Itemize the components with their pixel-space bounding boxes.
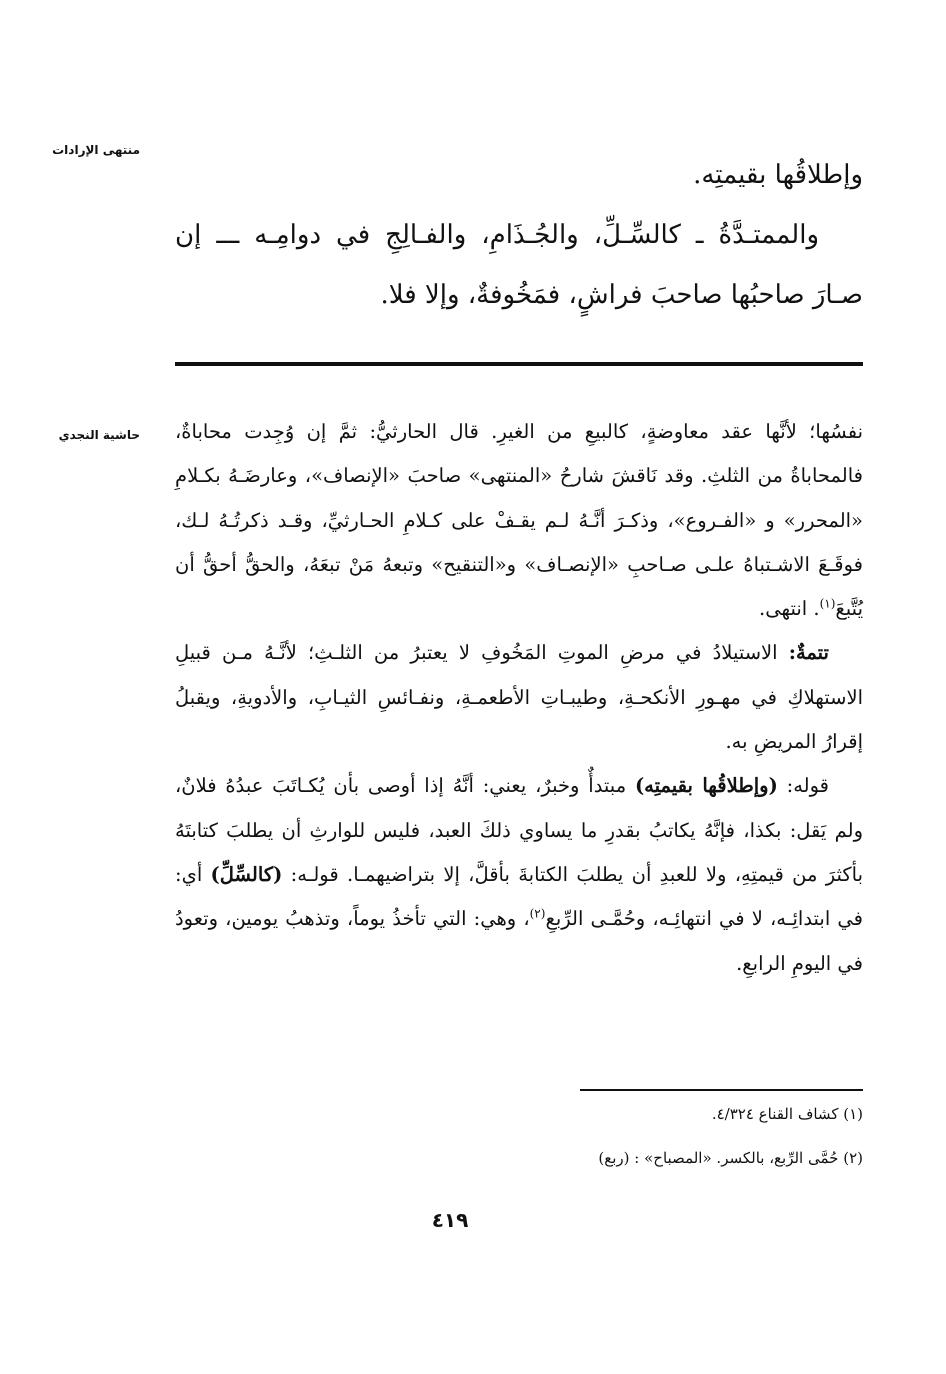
matn-text [175, 145, 863, 325]
footnote-ref-1: (١) [819, 596, 836, 611]
section-divider [175, 362, 863, 366]
commentary-paragraph-1 [175, 410, 863, 631]
footnotes [175, 1100, 863, 1172]
commentary-p3-d: ، وهي: التي تأخذُ يوماً، وتذهبُ يومين، وتعودُ في اليومِ الرابعِ. [175, 907, 863, 975]
tatimma-label: تتمةٌ: [788, 641, 829, 665]
footnote-divider [580, 1089, 863, 1091]
footnote-ref-2: (٢) [529, 906, 546, 921]
commentary-paragraph-2 [175, 631, 863, 764]
commentary-p1-end: . انتهى. [759, 597, 820, 621]
matn-paragraph-2: والممتـدَّةُ ـ كالسِّـلِّ، والجُـذَامِ، والفـالِجِ في دوامِـه ـــ إن صـارَ صاحبُها صاحبَ فراشٍ، فمَخُوفةٌ، وإلا فلا. [175, 220, 863, 310]
footnote-1: (١) كشاف القناع ٤/٣٢٤. [711, 1105, 863, 1123]
quoted-phrase-1: (وإطلاقُها بقيمتِه) [634, 774, 778, 798]
commentary-p1-text: نفسُها؛ لأنَّها عقد معاوضةٍ، كالبيعِ من الغيرِ. قال الحارثيُّ: ثمَّ إن وُجِدت محاباةٌ، فالمحاباةُ من الثلثِ. وقد نَاقشَ شارحُ «المنتهى» صاحبَ «الإنصاف»، وعارضَـهُ بكـلامِ «المحرر» و «الفـروع»، وذكـرَ أنَّـهُ لـم يقـفْ على كـلامِ الحـارثيِّ، وقـد ذكرتُـهُ لـك، فوقَـعَ الاشـتباهُ علـى صـاحبِ «الإنصـاف» و«التنقيح» وتبعهُ مَنْ تبعَهُ، والحقُّ أحقُّ أن يُتَّبعَ [175, 420, 863, 621]
commentary-p3-a: قوله: [777, 774, 829, 798]
footnote-2: (٢) حُمَّى الرِّبع، بالكسر. «المصباح» : (ربع) [598, 1149, 863, 1167]
matn-line-1: وإطلاقُها بقيمتِه. [693, 160, 863, 190]
hashiya-side-label: حاشية النجدي [58, 428, 140, 442]
matn-side-label: منتهى الإرادات [52, 143, 140, 157]
commentary-p3-c: أي: في ابتدائِـه، لا في انتهائِـه، وحُمَّـى الرِّبعِ [175, 862, 863, 931]
quoted-phrase-2: (كالسِّلِّ) [210, 862, 283, 886]
commentary-text [175, 410, 863, 986]
commentary-p2-text: الاستيلادُ في مرضِ الموتِ المَخُوفِ لا يعتبرُ من الثلـثِ؛ لأنَّـهُ مـن قبيلِ الاستهلاكِ في مهـورِ الأنكحـةِ، وطيبـاتِ الأطعمـةِ، ونفـائسِ الثيـابِ، والأدويةِ، ويقبلُ إقرارُ المريضِ به. [175, 641, 863, 754]
page-number: ٤١٩ [431, 1208, 469, 1232]
commentary-paragraph-3 [175, 764, 863, 985]
commentary-p3-b: مبتدأٌ وخبرٌ، يعني: أنَّهُ إذا أوصى بأن يُكـاتَبَ عبدُهُ فلانٌ، ولم يَقل: بكذا، فإنَّهُ يكاتبُ بقدرِ ما يساوي ذلكَ العبد، فليس للوارثِ أن يطلبَ كتابتَهُ بأكثرَ من قيمتِهِ، ولا للعبدِ أن يطلبَ الكتابةَ بأقلَّ، إلا بتراضيهمـا. قولـه: [175, 774, 863, 886]
